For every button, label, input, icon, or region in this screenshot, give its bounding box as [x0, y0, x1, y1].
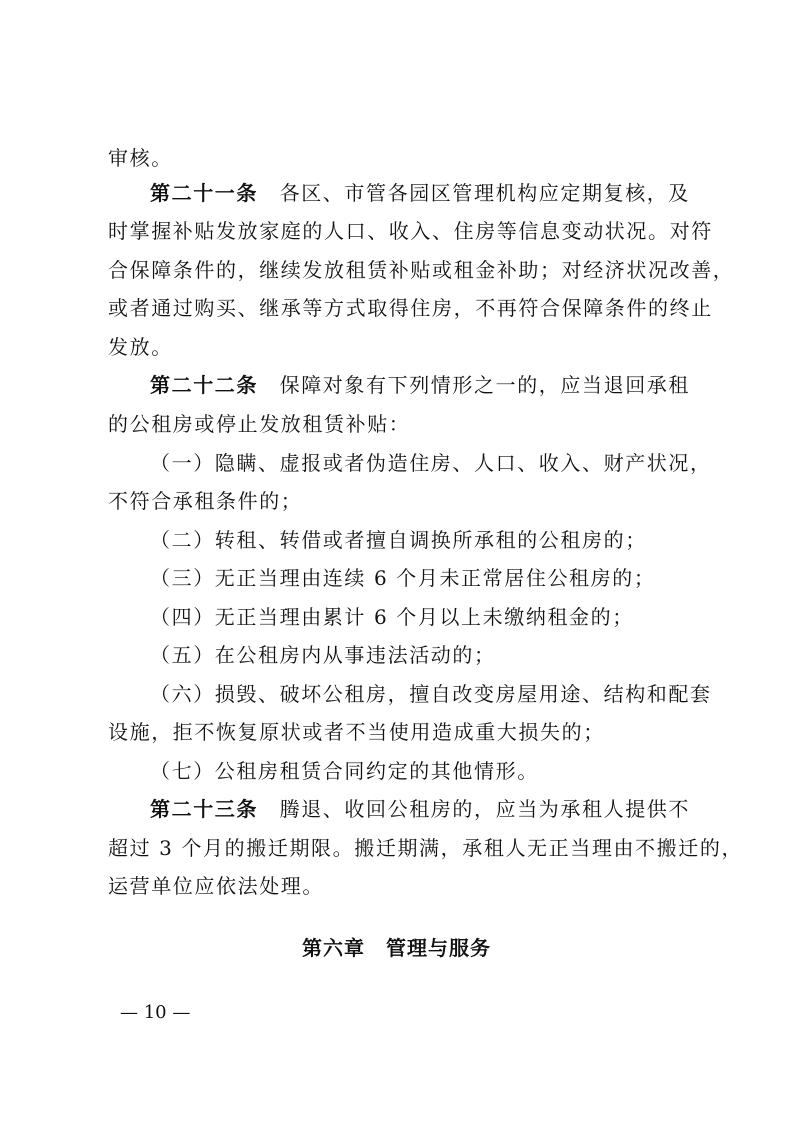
text-line — [108, 146, 173, 170]
article-number: 第二十一条 — [150, 181, 258, 205]
line-text: 各区、市管各园区管理机构应定期复核，及 — [279, 181, 691, 205]
chapter-heading: 第六章 管理与服务 — [302, 936, 491, 960]
line-text: 保障对象有下列情形之一的，应当退回承租 — [279, 373, 691, 397]
list-item-7 — [150, 759, 539, 783]
text-line — [108, 489, 302, 513]
text-line — [108, 412, 410, 436]
list-item-6 — [150, 682, 712, 706]
line-text: 审核。 — [108, 146, 173, 170]
text-line — [108, 335, 173, 359]
line-text: 腾退、收回公租房的，应当为承租人提供不 — [279, 797, 691, 821]
line-text: 超过 3 个月的搬迁期限。搬迁期满，承租人无正当理由不搬迁的， — [108, 836, 744, 860]
list-item-4 — [150, 605, 634, 629]
line-text: （一）隐瞒、虚报或者伪造住房、人口、收入、财产状况， — [150, 451, 712, 475]
line-text: 的公租房或停止发放租赁补贴： — [108, 412, 411, 436]
line-text: （三）无正当理由连续 6 个月未正常居住公租房的； — [150, 566, 656, 590]
article-number: 第二十三条 — [150, 797, 258, 821]
article-22-first-line — [150, 373, 690, 397]
text-line — [108, 874, 324, 898]
page-number: — 10 — — [120, 1002, 191, 1023]
list-item-5 — [150, 643, 496, 667]
line-text: 设施，拒不恢复原状或者不当使用造成重大损失的； — [108, 720, 605, 744]
line-text: 时掌握补贴发放家庭的人口、收入、住房等信息变动状况。对符 — [108, 219, 713, 243]
list-item-2 — [150, 528, 647, 552]
line-text: 或者通过购买、继承等方式取得住房，不再符合保障条件的终止 — [108, 296, 713, 320]
line-text: （七）公租房租赁合同约定的其他情形。 — [150, 759, 539, 783]
list-item-1 — [150, 451, 712, 475]
text-line — [108, 219, 713, 243]
article-number: 第二十二条 — [150, 373, 258, 397]
line-text: （二）转租、转借或者擅自调换所承租的公租房的； — [150, 528, 647, 552]
line-text: 发放。 — [108, 335, 173, 359]
text-line — [108, 720, 605, 744]
list-item-3 — [150, 566, 655, 590]
text-line — [108, 258, 734, 282]
line-text: 不符合承租条件的； — [108, 489, 303, 513]
line-text: 合保障条件的，继续发放租赁补贴或租金补助；对经济状况改善， — [108, 258, 735, 282]
line-text: 运营单位应依法处理。 — [108, 874, 324, 898]
text-line — [108, 296, 713, 320]
line-text: （四）无正当理由累计 6 个月以上未缴纳租金的； — [150, 605, 634, 629]
line-text: （六）损毁、破坏公租房，擅自改变房屋用途、结构和配套 — [150, 682, 712, 706]
article-21-first-line — [150, 181, 690, 205]
article-23-first-line — [150, 797, 690, 821]
line-text: （五）在公租房内从事违法活动的； — [150, 643, 496, 667]
text-line — [108, 836, 743, 860]
